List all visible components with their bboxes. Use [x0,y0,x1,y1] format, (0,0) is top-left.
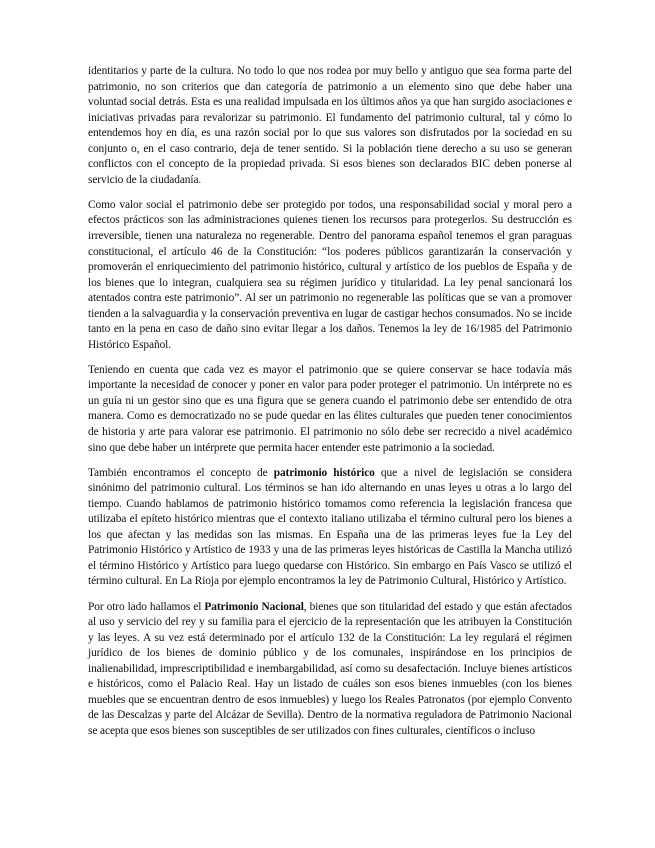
paragraph-5-rest: , bienes que son titularidad del estado y que están afectados al uso y servicio del rey y su familia para el ejercicio de la representación que les atribuyen la Constitución y las leyes. A su vez está determinado por el artículo 132 de la Constitución: La ley regulará el régimen jurídico de los bienes de dominio público y de los comunales, inspirándose en los principios de inalienabilidad, imprescriptibilidad e inembargabilidad, así como su desafectación. Incluye bienes artísticos e históricos, como el Palacio Real. Hay un listado de cuáles son esos bienes inmuebles (con los bienes muebles que se encuentran dentro de esos inmuebles) y luego los Reales Patronatos (por ejemplo Convento de las Descalzas y parte del Alcázar de Sevilla). Dentro de la normativa reguladora de Patrimonio Nacional se acepta que esos bienes son susceptibles de ser utilizados con fines culturales, científicos o incluso [88,600,572,737]
paragraph-2: Como valor social el patrimonio debe ser protegido por todos, una responsabilidad social y moral pero a efectos prácticos son las administraciones quienes tienen los recursos para protegerlos. Su destrucción es irreversible, tienen una naturaleza no regenerable. Dentro del panorama español tenemos el gran paraguas constitucional, el artículo 46 de la Constitución: “los poderes públicos garantizarán la conservación y promoverán el enriquecimiento del patrimonio histórico, cultural y artístico de los pueblos de España y de los bienes que lo integran, cualquiera sea su régimen jurídico y titularidad. La ley penal sancionará los atentados contra este patrimonio”. Al ser un patrimonio no regenerable las políticas que se van a promover tienden a la salvaguardia y la conservación preventiva en lugar de castigar hechos consumados. No se incide tanto en la pena en caso de daño sino evitar llegar a los daños. Tenemos la ley de 16/1985 del Patrimonio Histórico Español. [88,198,572,351]
paragraph-4 [88,466,572,590]
paragraph-3: Teniendo en cuenta que cada vez es mayor el patrimonio que se quiere conservar se hace todavía más importante la necesidad de conocer y poner en valor para poder proteger el patrimonio. Un intérprete no es un guía ni un gestor sino que es una figura que se genera cuando el patrimonio debe ser entendido de otra manera. Como es democratizado no se pude quedar en las élites culturales que pueden tener conocimientos de historia y arte para valorar ese patrimonio. El patrimonio no sólo debe ser recrecido a nivel académico sino que debe haber un intérprete que permita hacer entender este patrimonio a la sociedad. [88,363,572,454]
paragraph-4-start: También encontramos el concepto de [88,466,274,479]
paragraph-5-start: Por otro lado hallamos el [88,600,205,613]
term-patrimonio-nacional: Patrimonio Nacional [204,600,304,613]
paragraph-1: identitarios y parte de la cultura. No todo lo que nos rodea por muy bello y antiguo que sea forma parte del patrimonio, no son criterios que dan categoría de patrimonio a un elemento sino que debe haber una voluntad social detrás. Esta es una realidad impulsada en los últimos años ya que han surgido asociaciones e iniciativas privadas para revalorizar su patrimonio. El fundamento del patrimonio cultural, tal y cómo lo entendemos hoy en día, es una razón social por lo que sus valores son disfrutados por la sociedad en su conjunto o, en el caso contrario, deja de tener sentido. Si la población tiene derecho a su uso se generan conflictos con el concepto de la propiedad privada. Si esos bienes son declarados BIC deben ponerse al servicio de la ciudadanía. [88,65,572,186]
paragraph-4-rest: que a nivel de legislación se considera sinónimo del patrimonio cultural. Los términos se han ido alternando en unas leyes u otras a lo largo del tiempo. Cuando hablamos de patrimonio histórico tomamos como referencia la legislación francesa que utilizaba el epíteto histórico mientras que el contexto italiano utilizaba el término cultural pero los bienes a los que afectan y las medidas son las mismas. En España una de las primeras leyes fue la Ley del Patrimonio Histórico y Artístico de 1933 y una de las primeras leyes históricas de Castilla la Mancha utilizó el término Histórico y Artístico para luego quedarse con Histórico. Sin embargo en País Vasco se utilizó el término cultural. En La Rioja por ejemplo encontramos la ley de Patrimonio Cultural, Histórico y Artístico. [88,466,572,588]
document-page [88,64,572,749]
paragraph-5 [88,600,572,740]
term-patrimonio-historico: patrimonio histórico [273,466,375,479]
